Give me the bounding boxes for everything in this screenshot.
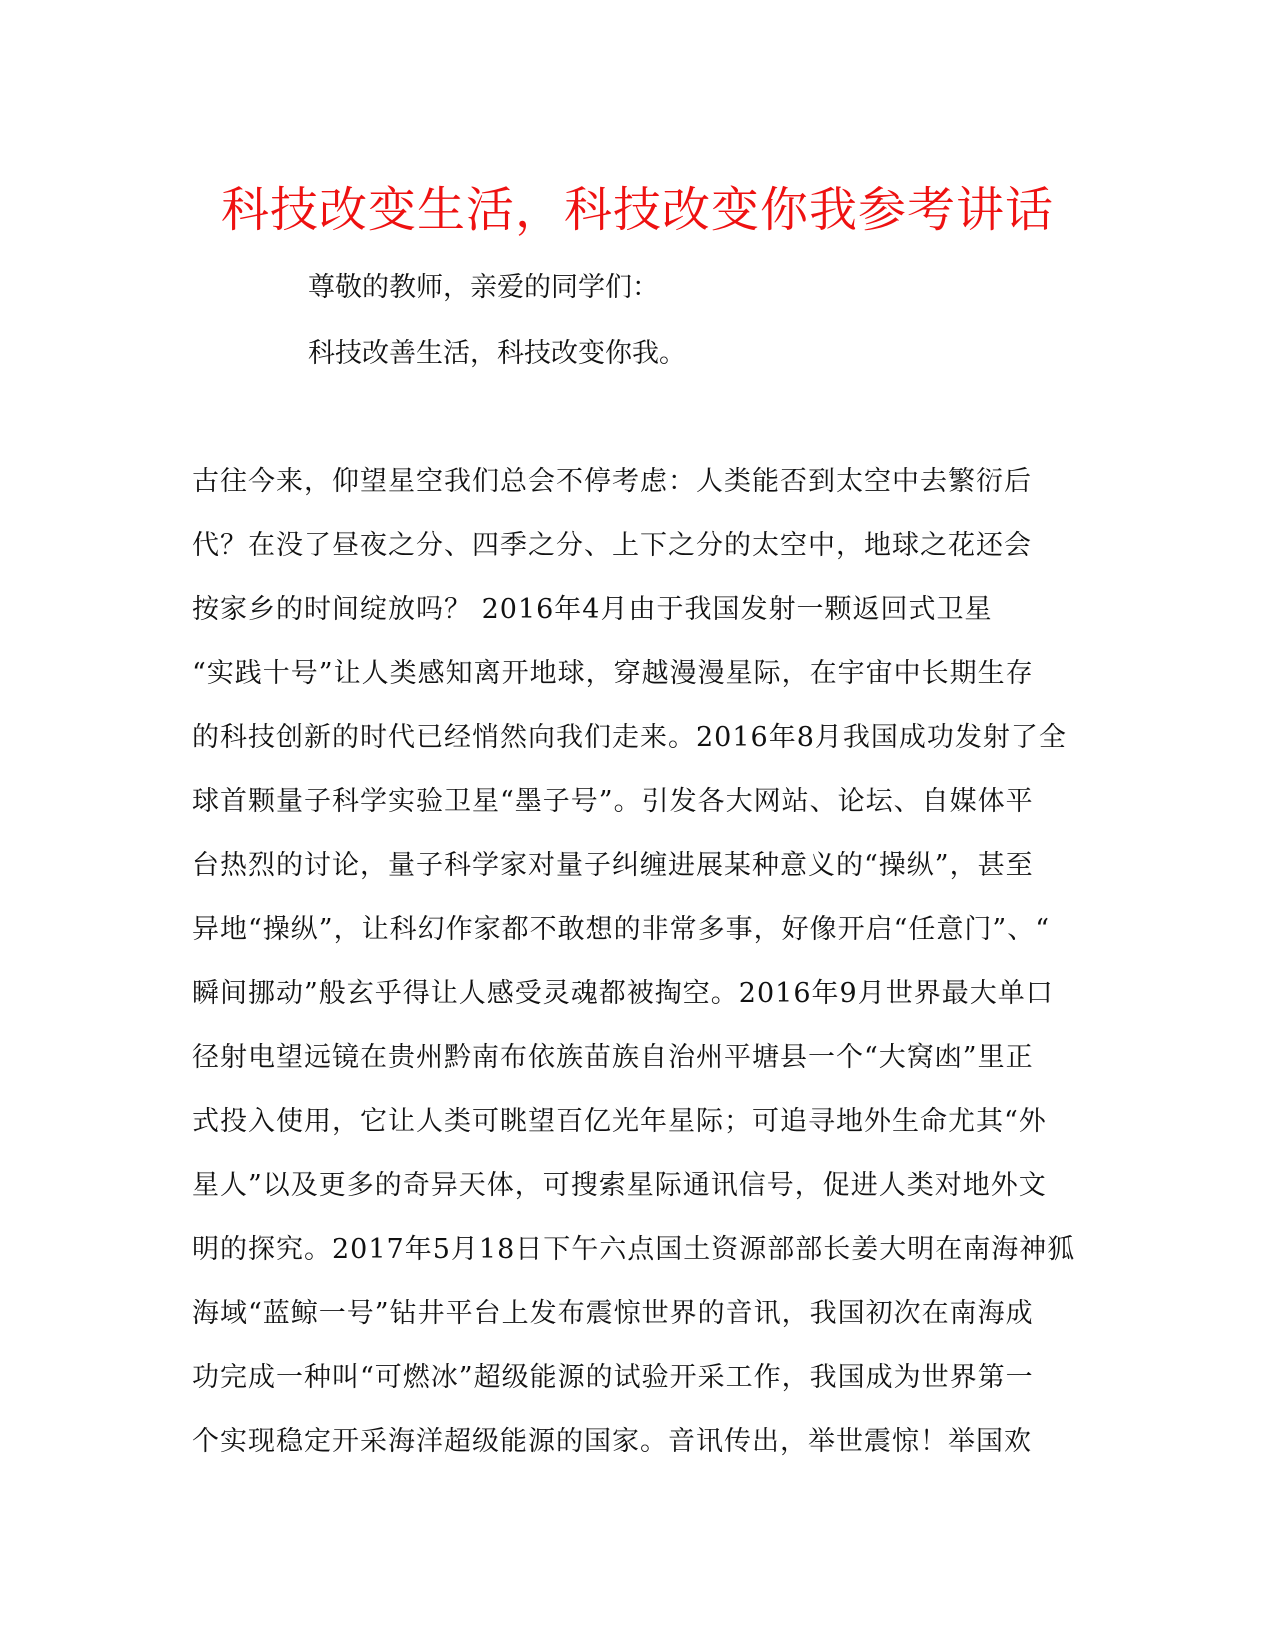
greeting-line: 尊敬的教师，亲爱的同学们：	[308, 272, 659, 303]
body-line: 古往今来，仰望星空我们总会不停考虑：人类能否到太空中去繁衍后	[192, 466, 1032, 497]
body-line: 个实现稳定开采海洋超级能源的国家。音讯传出，举世震惊！举国欢	[192, 1426, 1032, 1457]
body-line: 按家乡的时间绽放吗？ 2016年4月由于我国发射一颗返回式卫星	[192, 594, 993, 625]
document-title: 科技改变生活，科技改变你我参考讲话	[220, 182, 1054, 238]
body-paragraph	[192, 464, 1092, 1488]
body-line: 代？在没了昼夜之分、四季之分、上下之分的太空中，地球之花还会	[192, 530, 1032, 561]
body-line: 功完成一种叫“可燃冰”超级能源的试验开采工作，我国成为世界第一	[192, 1362, 1034, 1393]
body-line: 的科技创新的时代已经悄然向我们走来。2016年8月我国成功发射了全	[192, 722, 1067, 753]
body-line: 径射电望远镜在贵州黔南布依族苗族自治州平塘县一个“大窝凼”里正	[192, 1042, 1034, 1073]
body-line: 异地“操纵”，让科幻作家都不敢想的非常多事，好像开启“任意门”、“	[192, 914, 1051, 945]
opening-line: 科技改善生活，科技改变你我。	[308, 338, 686, 369]
body-line: 瞬间挪动”般玄乎得让人感受灵魂都被掏空。2016年9月世界最大单口	[192, 978, 1054, 1009]
body-line: 球首颗量子科学实验卫星“墨子号”。引发各大网站、论坛、自媒体平	[192, 786, 1034, 817]
body-line: 星人”以及更多的奇异天体，可搜索星际通讯信号，促进人类对地外文	[192, 1170, 1047, 1201]
body-line: 明的探究。2017年5月18日下午六点国土资源部部长姜大明在南海神狐	[192, 1234, 1076, 1265]
body-line: “实践十号”让人类感知离开地球，穿越漫漫星际，在宇宙中长期生存	[192, 658, 1034, 689]
body-line: 台热烈的讨论，量子科学家对量子纠缠进展某种意义的“操纵”，甚至	[192, 850, 1034, 881]
body-line: 式投入使用，它让人类可眺望百亿光年星际；可追寻地外生命尤其“外	[192, 1106, 1047, 1137]
body-line: 海域“蓝鲸一号”钻井平台上发布震惊世界的音讯，我国初次在南海成	[192, 1298, 1034, 1329]
